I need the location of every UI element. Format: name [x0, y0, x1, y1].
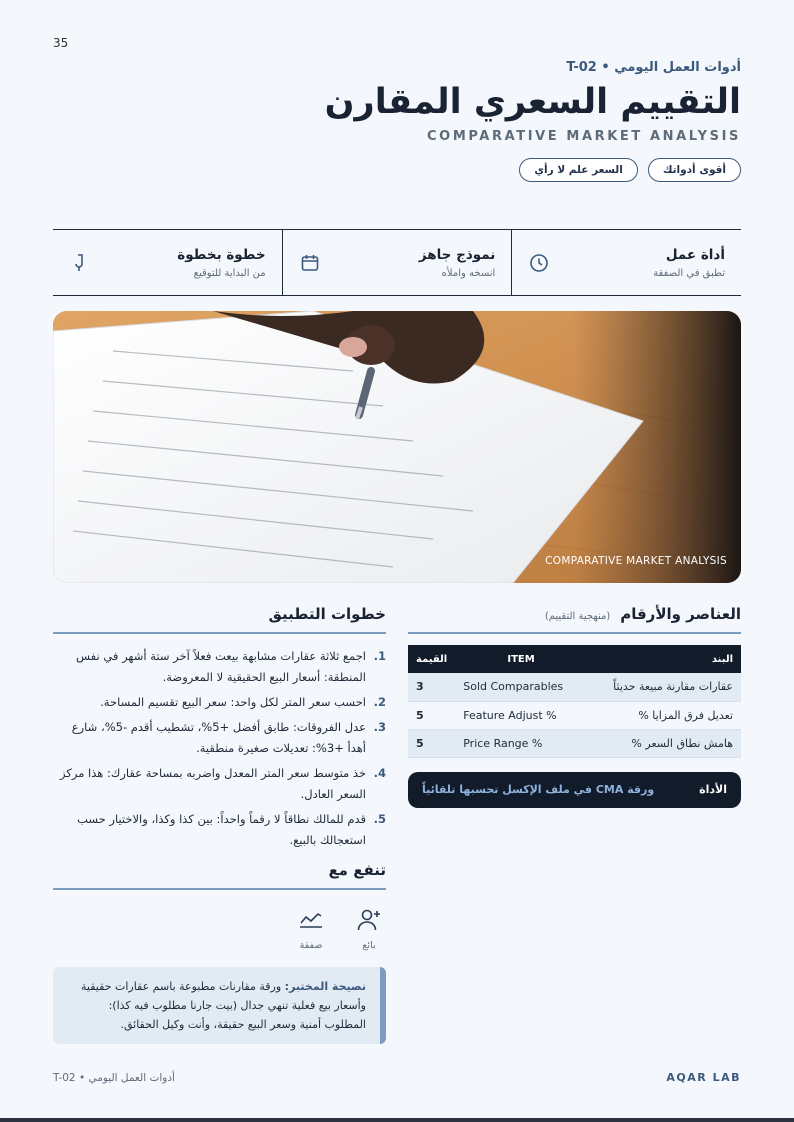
list-item: 4. خذ متوسط سعر المتر المعدل واضربه بمساحة عقارك: هذا مركز السعر العادل. [60, 766, 386, 801]
page-subtitle: COMPARATIVE MARKET ANALYSIS [427, 129, 741, 144]
feature-work-tool [512, 230, 741, 295]
column-header: القيمة [408, 645, 455, 673]
chart-line-icon [296, 906, 326, 934]
steps-column [53, 605, 386, 1044]
signing-document-illustration [53, 311, 741, 583]
list-item: 5. قدم للمالك نطاقاً لا رقماً واحداً: بين كذا وكذا، والاختيار حسب استعجالك بالبيع. [77, 812, 386, 847]
tag-list [51, 158, 741, 182]
feature-strip [53, 229, 741, 296]
column-header: ITEM [455, 645, 587, 673]
page-title: التقييم السعري المقارن [324, 82, 741, 122]
tag-strongest-tools: أقوى أدواتك [648, 158, 741, 182]
table-row: تعديل فرق المزايا % Feature Adjust % 5 [408, 701, 741, 729]
footer-brand: AQAR LAB [666, 1071, 741, 1084]
column-header: البند [587, 645, 741, 673]
use-seller [354, 906, 384, 951]
elements-title: العناصر والأرقام [620, 605, 741, 623]
tip-text: ورقة مقارنات مطبوعة باسم عقارات حقيقية وأسعار بيع فعلية تنهي جدال (بيت جارنا مطلوب فيه كذا): المطلوب أمنية وسعر البيع حقيقة، وأنت وكيل الحقائق. [81, 980, 366, 1031]
feature-subtitle: تطبق في الصفقة [653, 267, 725, 279]
table-row: هامش نطاق السعر % Price Range % 5 [408, 729, 741, 757]
feature-subtitle: من البداية للتوقيع [193, 267, 266, 279]
uses-title: تنفع مع [328, 861, 386, 879]
tool-value: ورقة CMA في ملف الإكسل تحسبها تلقائياً [422, 783, 655, 796]
series-label: أدوات العمل اليومي • T-02 [566, 60, 741, 75]
feature-title: نموذج جاهز [418, 246, 496, 263]
tip-box [53, 967, 386, 1044]
tool-banner [408, 772, 741, 808]
uses-list [53, 906, 386, 951]
bottom-bar [0, 1118, 794, 1122]
hero-photo [53, 311, 741, 583]
pen-icon [69, 252, 91, 274]
feature-subtitle: انسخه واملأه [441, 267, 496, 279]
table-header-row [408, 645, 741, 673]
use-label: صفقة [299, 940, 323, 951]
use-deal [296, 906, 326, 951]
feature-step-by-step [53, 230, 283, 295]
tip-label: نصيحة المختبر: [284, 980, 366, 993]
table-row: عقارات مقارنة مبيعة حديثاً Sold Comparables 3 [408, 673, 741, 701]
clock-icon [528, 252, 550, 274]
section-divider [408, 632, 741, 634]
list-item: 2. احسب سعر المتر لكل واحد: سعر البيع تقسيم المساحة. [100, 695, 386, 709]
steps-title: خطوات التطبيق [268, 605, 386, 623]
list-item: 3. عدل الفروقات: طابق أفضل +5%، تشطيب أقدم -5%، شارع أهدأ +3%: تعديلات صغيرة منطقية. [71, 720, 386, 755]
steps-list [53, 646, 386, 851]
page-number: 35 [53, 36, 69, 50]
list-item: 1. اجمع ثلاثة عقارات مشابهة بيعت فعلاً آخر ستة أشهر في نفس المنطقة: أسعار البيع الحقيقية لا المعروضة. [76, 649, 386, 684]
feature-ready-template [283, 230, 513, 295]
footer [53, 1071, 741, 1084]
photo-caption: COMPARATIVE MARKET ANALYSIS [545, 555, 727, 567]
elements-table [408, 645, 741, 758]
elements-column [408, 605, 741, 808]
section-divider [53, 632, 386, 634]
tag-price-science: السعر علم لا رأي [519, 158, 637, 182]
calendar-icon [299, 252, 321, 274]
feature-title: خطوة بخطوة [177, 246, 266, 263]
feature-title: أداة عمل [665, 246, 725, 263]
tool-label: الأداة [699, 783, 727, 796]
header [51, 60, 741, 182]
section-divider [53, 888, 386, 890]
add-user-icon [354, 906, 384, 934]
elements-title-row [408, 605, 741, 623]
use-label: بائع [362, 940, 376, 951]
elements-note: (منهجية التقييم) [544, 611, 611, 622]
footer-series: أدوات العمل اليومي • T-02 [53, 1071, 175, 1084]
